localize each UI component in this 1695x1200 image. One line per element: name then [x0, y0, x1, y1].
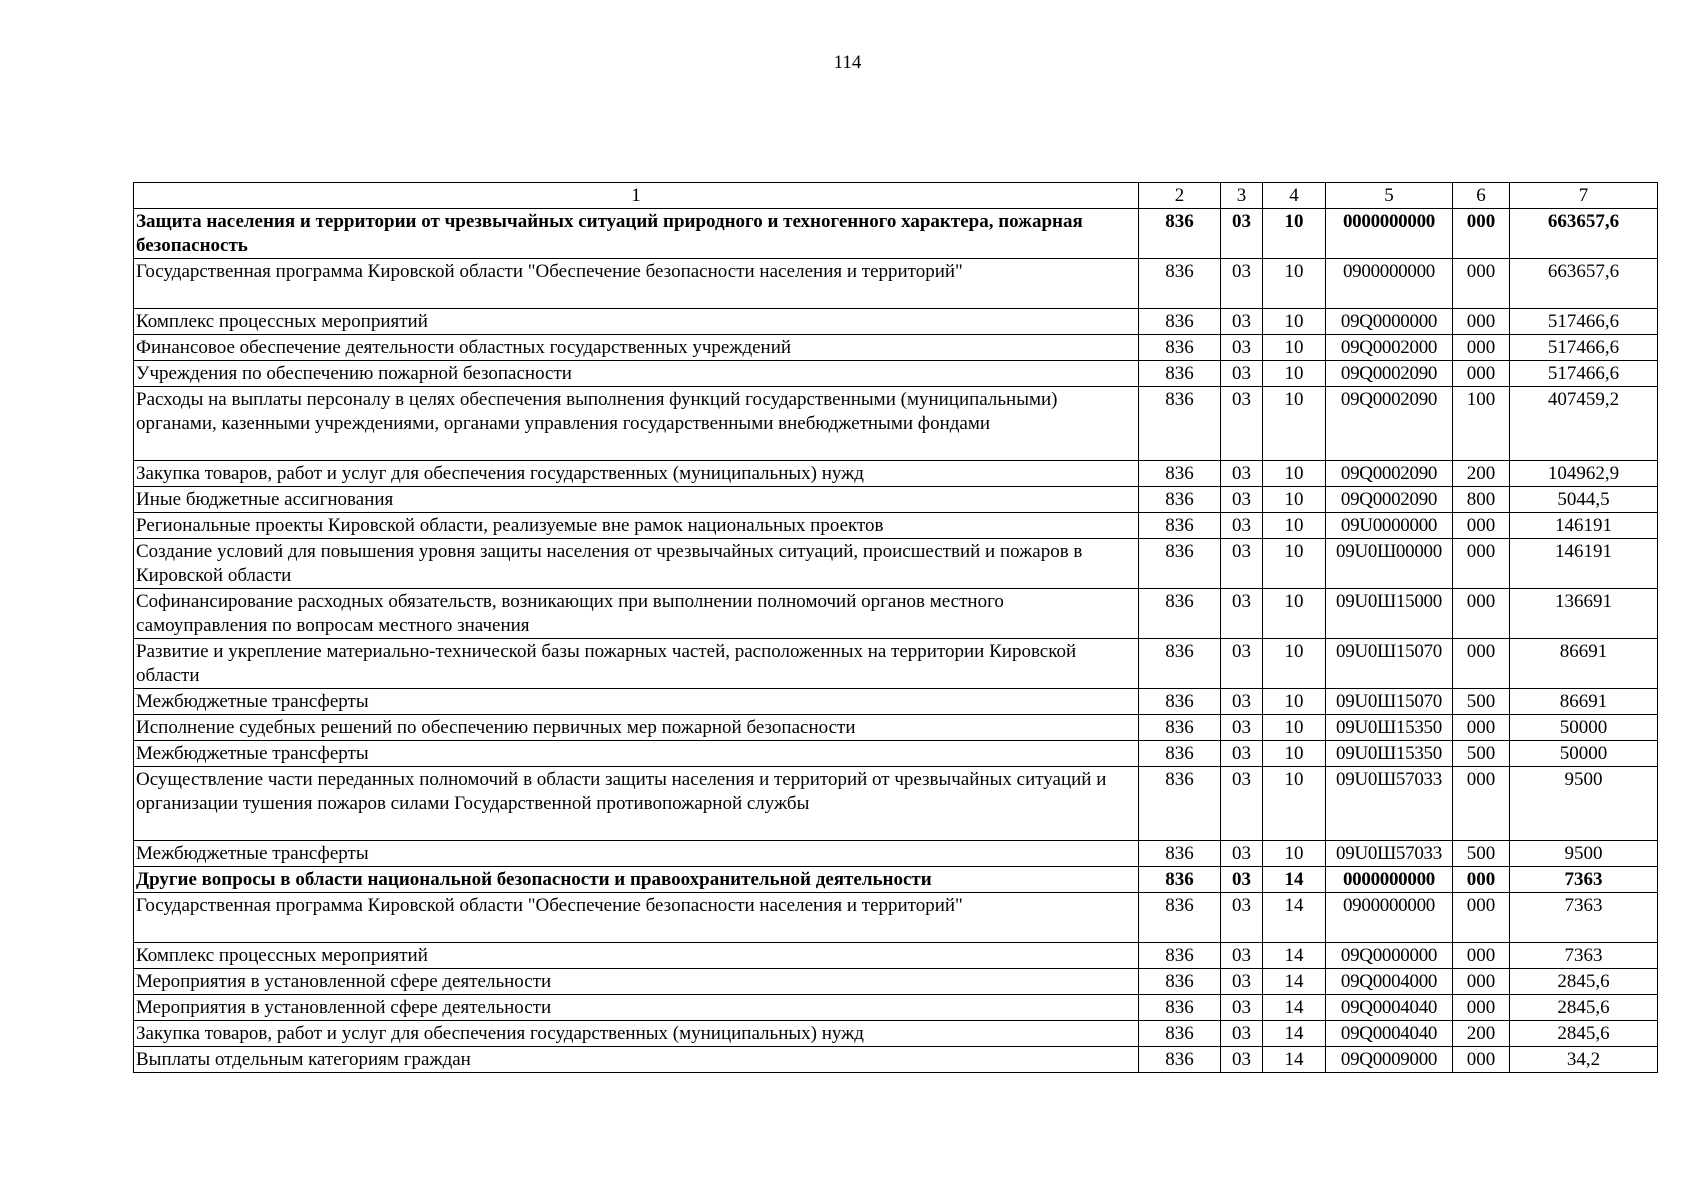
cell-ministry-code: 836 [1139, 539, 1221, 589]
row-name: Мероприятия в установленной сфере деятельности [134, 969, 1139, 995]
cell-target-article: 09Q0002090 [1326, 361, 1453, 387]
cell-target-article: 09U0Ш57033 [1326, 767, 1453, 841]
table-row [134, 867, 1658, 893]
cell-subsection-code: 10 [1263, 689, 1326, 715]
cell-subsection-code: 10 [1263, 309, 1326, 335]
cell-target-article: 0900000000 [1326, 893, 1453, 943]
cell-target-article: 09Q0002090 [1326, 487, 1453, 513]
cell-target-article: 09Q0002090 [1326, 461, 1453, 487]
cell-ministry-code: 836 [1139, 1021, 1221, 1047]
row-name: Защита населения и территории от чрезвычайных ситуаций природного и техногенного характера, пожарная безопасность [134, 209, 1139, 259]
cell-section-code: 03 [1221, 513, 1263, 539]
cell-section-code: 03 [1221, 487, 1263, 513]
cell-section-code: 03 [1221, 539, 1263, 589]
table-row [134, 335, 1658, 361]
row-name: Межбюджетные трансферты [134, 689, 1139, 715]
table-row [134, 387, 1658, 461]
row-name: Закупка товаров, работ и услуг для обеспечения государственных (муниципальных) нужд [134, 461, 1139, 487]
table-row [134, 639, 1658, 689]
cell-ministry-code: 836 [1139, 689, 1221, 715]
cell-target-article: 09U0Ш15070 [1326, 689, 1453, 715]
cell-expense-type: 500 [1453, 741, 1510, 767]
cell-target-article: 09Q0009000 [1326, 1047, 1453, 1073]
row-name: Выплаты отдельным категориям граждан [134, 1047, 1139, 1073]
row-name: Развитие и укрепление материально-технической базы пожарных частей, расположенных на территории Кировской области [134, 639, 1139, 689]
cell-target-article: 09U0Ш15350 [1326, 715, 1453, 741]
table-row [134, 715, 1658, 741]
row-name: Создание условий для повышения уровня защиты населения от чрезвычайных ситуаций, происшествий и пожаров в Кировской области [134, 539, 1139, 589]
cell-amount: 517466,6 [1510, 309, 1658, 335]
cell-ministry-code: 836 [1139, 1047, 1221, 1073]
cell-amount: 7363 [1510, 943, 1658, 969]
table-row [134, 539, 1658, 589]
table-row [134, 487, 1658, 513]
cell-subsection-code: 10 [1263, 767, 1326, 841]
cell-amount: 663657,6 [1510, 259, 1658, 309]
cell-section-code: 03 [1221, 841, 1263, 867]
row-name: Межбюджетные трансферты [134, 741, 1139, 767]
cell-subsection-code: 14 [1263, 1047, 1326, 1073]
cell-ministry-code: 836 [1139, 841, 1221, 867]
table-row [134, 767, 1658, 841]
cell-expense-type: 000 [1453, 513, 1510, 539]
cell-expense-type: 000 [1453, 1047, 1510, 1073]
cell-target-article: 09Q0000000 [1326, 943, 1453, 969]
cell-ministry-code: 836 [1139, 335, 1221, 361]
cell-target-article: 09U0Ш15350 [1326, 741, 1453, 767]
cell-target-article: 09Q0002090 [1326, 387, 1453, 461]
column-header: 6 [1453, 183, 1510, 209]
cell-expense-type: 000 [1453, 361, 1510, 387]
cell-expense-type: 000 [1453, 715, 1510, 741]
cell-amount: 146191 [1510, 513, 1658, 539]
cell-ministry-code: 836 [1139, 943, 1221, 969]
cell-expense-type: 000 [1453, 767, 1510, 841]
cell-amount: 50000 [1510, 741, 1658, 767]
row-name: Государственная программа Кировской области "Обеспечение безопасности населения и территорий" [134, 259, 1139, 309]
cell-subsection-code: 10 [1263, 513, 1326, 539]
table-row [134, 309, 1658, 335]
cell-amount: 86691 [1510, 689, 1658, 715]
cell-target-article: 09Q0004040 [1326, 995, 1453, 1021]
table-row [134, 1021, 1658, 1047]
cell-amount: 104962,9 [1510, 461, 1658, 487]
row-name: Иные бюджетные ассигнования [134, 487, 1139, 513]
cell-subsection-code: 10 [1263, 589, 1326, 639]
cell-subsection-code: 14 [1263, 1021, 1326, 1047]
cell-target-article: 09U0000000 [1326, 513, 1453, 539]
cell-ministry-code: 836 [1139, 767, 1221, 841]
row-name: Исполнение судебных решений по обеспечению первичных мер пожарной безопасности [134, 715, 1139, 741]
cell-expense-type: 000 [1453, 943, 1510, 969]
cell-ministry-code: 836 [1139, 361, 1221, 387]
column-header: 7 [1510, 183, 1658, 209]
table-row [134, 259, 1658, 309]
cell-ministry-code: 836 [1139, 589, 1221, 639]
table-row [134, 1047, 1658, 1073]
cell-subsection-code: 10 [1263, 361, 1326, 387]
cell-subsection-code: 14 [1263, 995, 1326, 1021]
table-body [134, 209, 1658, 1073]
row-name: Финансовое обеспечение деятельности областных государственных учреждений [134, 335, 1139, 361]
cell-ministry-code: 836 [1139, 969, 1221, 995]
cell-section-code: 03 [1221, 209, 1263, 259]
cell-target-article: 09Q0004000 [1326, 969, 1453, 995]
cell-expense-type: 000 [1453, 867, 1510, 893]
row-name: Государственная программа Кировской области "Обеспечение безопасности населения и территорий" [134, 893, 1139, 943]
cell-expense-type: 000 [1453, 969, 1510, 995]
cell-amount: 86691 [1510, 639, 1658, 689]
cell-section-code: 03 [1221, 639, 1263, 689]
cell-subsection-code: 10 [1263, 841, 1326, 867]
cell-ministry-code: 836 [1139, 715, 1221, 741]
cell-amount: 2845,6 [1510, 995, 1658, 1021]
table-row [134, 513, 1658, 539]
cell-section-code: 03 [1221, 741, 1263, 767]
table-row [134, 209, 1658, 259]
cell-target-article: 09Q0004040 [1326, 1021, 1453, 1047]
cell-target-article: 09U0Ш57033 [1326, 841, 1453, 867]
cell-amount: 2845,6 [1510, 969, 1658, 995]
column-header: 1 [134, 183, 1139, 209]
cell-target-article: 09Q0002000 [1326, 335, 1453, 361]
cell-section-code: 03 [1221, 689, 1263, 715]
cell-section-code: 03 [1221, 1047, 1263, 1073]
row-name: Софинансирование расходных обязательств, возникающих при выполнении полномочий органов местного самоуправления по вопросам местного значения [134, 589, 1139, 639]
cell-subsection-code: 10 [1263, 715, 1326, 741]
table-row [134, 943, 1658, 969]
cell-amount: 407459,2 [1510, 387, 1658, 461]
cell-ministry-code: 836 [1139, 387, 1221, 461]
cell-section-code: 03 [1221, 867, 1263, 893]
cell-target-article: 09U0Ш15000 [1326, 589, 1453, 639]
column-header: 2 [1139, 183, 1221, 209]
cell-expense-type: 000 [1453, 539, 1510, 589]
cell-subsection-code: 10 [1263, 741, 1326, 767]
table-row [134, 995, 1658, 1021]
cell-section-code: 03 [1221, 387, 1263, 461]
column-header: 5 [1326, 183, 1453, 209]
cell-ministry-code: 836 [1139, 995, 1221, 1021]
cell-amount: 34,2 [1510, 1047, 1658, 1073]
row-name: Комплекс процессных мероприятий [134, 309, 1139, 335]
cell-subsection-code: 14 [1263, 893, 1326, 943]
cell-amount: 5044,5 [1510, 487, 1658, 513]
table-row [134, 893, 1658, 943]
cell-expense-type: 200 [1453, 461, 1510, 487]
column-number-row [134, 183, 1658, 209]
cell-expense-type: 500 [1453, 689, 1510, 715]
cell-subsection-code: 10 [1263, 487, 1326, 513]
cell-amount: 9500 [1510, 767, 1658, 841]
table-row [134, 841, 1658, 867]
cell-subsection-code: 10 [1263, 209, 1326, 259]
table-row [134, 589, 1658, 639]
cell-ministry-code: 836 [1139, 639, 1221, 689]
table-row [134, 741, 1658, 767]
cell-amount: 9500 [1510, 841, 1658, 867]
cell-expense-type: 000 [1453, 335, 1510, 361]
cell-target-article: 09U0Ш15070 [1326, 639, 1453, 689]
table-row [134, 689, 1658, 715]
cell-amount: 2845,6 [1510, 1021, 1658, 1047]
cell-ministry-code: 836 [1139, 513, 1221, 539]
cell-subsection-code: 10 [1263, 461, 1326, 487]
cell-ministry-code: 836 [1139, 259, 1221, 309]
cell-ministry-code: 836 [1139, 741, 1221, 767]
cell-target-article: 0000000000 [1326, 867, 1453, 893]
row-name: Комплекс процессных мероприятий [134, 943, 1139, 969]
cell-section-code: 03 [1221, 309, 1263, 335]
cell-section-code: 03 [1221, 969, 1263, 995]
cell-section-code: 03 [1221, 361, 1263, 387]
cell-amount: 136691 [1510, 589, 1658, 639]
cell-expense-type: 000 [1453, 589, 1510, 639]
cell-ministry-code: 836 [1139, 209, 1221, 259]
cell-section-code: 03 [1221, 715, 1263, 741]
row-name: Учреждения по обеспечению пожарной безопасности [134, 361, 1139, 387]
cell-target-article: 0000000000 [1326, 209, 1453, 259]
table-row [134, 969, 1658, 995]
cell-target-article: 09U0Ш00000 [1326, 539, 1453, 589]
cell-ministry-code: 836 [1139, 867, 1221, 893]
cell-subsection-code: 10 [1263, 259, 1326, 309]
table-row [134, 361, 1658, 387]
budget-table [133, 182, 1658, 1073]
cell-amount: 517466,6 [1510, 361, 1658, 387]
cell-subsection-code: 10 [1263, 539, 1326, 589]
cell-amount: 146191 [1510, 539, 1658, 589]
cell-target-article: 09Q0000000 [1326, 309, 1453, 335]
row-name: Мероприятия в установленной сфере деятельности [134, 995, 1139, 1021]
column-header: 4 [1263, 183, 1326, 209]
row-name: Региональные проекты Кировской области, реализуемые вне рамок национальных проектов [134, 513, 1139, 539]
cell-subsection-code: 10 [1263, 639, 1326, 689]
cell-expense-type: 800 [1453, 487, 1510, 513]
cell-section-code: 03 [1221, 1021, 1263, 1047]
row-name: Осуществление части переданных полномочий в области защиты населения и территорий от чрезвычайных ситуаций и организации тушения пожаров силами Государственной противопожарной службы [134, 767, 1139, 841]
cell-section-code: 03 [1221, 589, 1263, 639]
cell-ministry-code: 836 [1139, 461, 1221, 487]
page-number: 114 [833, 52, 862, 73]
cell-expense-type: 000 [1453, 893, 1510, 943]
cell-expense-type: 200 [1453, 1021, 1510, 1047]
cell-section-code: 03 [1221, 943, 1263, 969]
cell-subsection-code: 14 [1263, 867, 1326, 893]
cell-subsection-code: 14 [1263, 969, 1326, 995]
cell-expense-type: 000 [1453, 209, 1510, 259]
cell-subsection-code: 10 [1263, 387, 1326, 461]
cell-section-code: 03 [1221, 893, 1263, 943]
cell-amount: 663657,6 [1510, 209, 1658, 259]
cell-amount: 7363 [1510, 867, 1658, 893]
cell-subsection-code: 14 [1263, 943, 1326, 969]
cell-amount: 7363 [1510, 893, 1658, 943]
cell-expense-type: 000 [1453, 259, 1510, 309]
row-name: Межбюджетные трансферты [134, 841, 1139, 867]
cell-section-code: 03 [1221, 259, 1263, 309]
cell-subsection-code: 10 [1263, 335, 1326, 361]
table-row [134, 461, 1658, 487]
row-name: Другие вопросы в области национальной безопасности и правоохранительной деятельности [134, 867, 1139, 893]
cell-section-code: 03 [1221, 461, 1263, 487]
cell-expense-type: 100 [1453, 387, 1510, 461]
cell-amount: 517466,6 [1510, 335, 1658, 361]
cell-amount: 50000 [1510, 715, 1658, 741]
cell-expense-type: 000 [1453, 639, 1510, 689]
row-name: Закупка товаров, работ и услуг для обеспечения государственных (муниципальных) нужд [134, 1021, 1139, 1047]
cell-expense-type: 000 [1453, 995, 1510, 1021]
cell-section-code: 03 [1221, 995, 1263, 1021]
cell-ministry-code: 836 [1139, 309, 1221, 335]
cell-ministry-code: 836 [1139, 487, 1221, 513]
cell-ministry-code: 836 [1139, 893, 1221, 943]
row-name: Расходы на выплаты персоналу в целях обеспечения выполнения функций государственными (муниципальными) органами, казенными учреждениями, органами управления государственными внебюджетными фондами [134, 387, 1139, 461]
cell-expense-type: 000 [1453, 309, 1510, 335]
cell-section-code: 03 [1221, 335, 1263, 361]
cell-expense-type: 500 [1453, 841, 1510, 867]
cell-section-code: 03 [1221, 767, 1263, 841]
cell-target-article: 0900000000 [1326, 259, 1453, 309]
column-header: 3 [1221, 183, 1263, 209]
